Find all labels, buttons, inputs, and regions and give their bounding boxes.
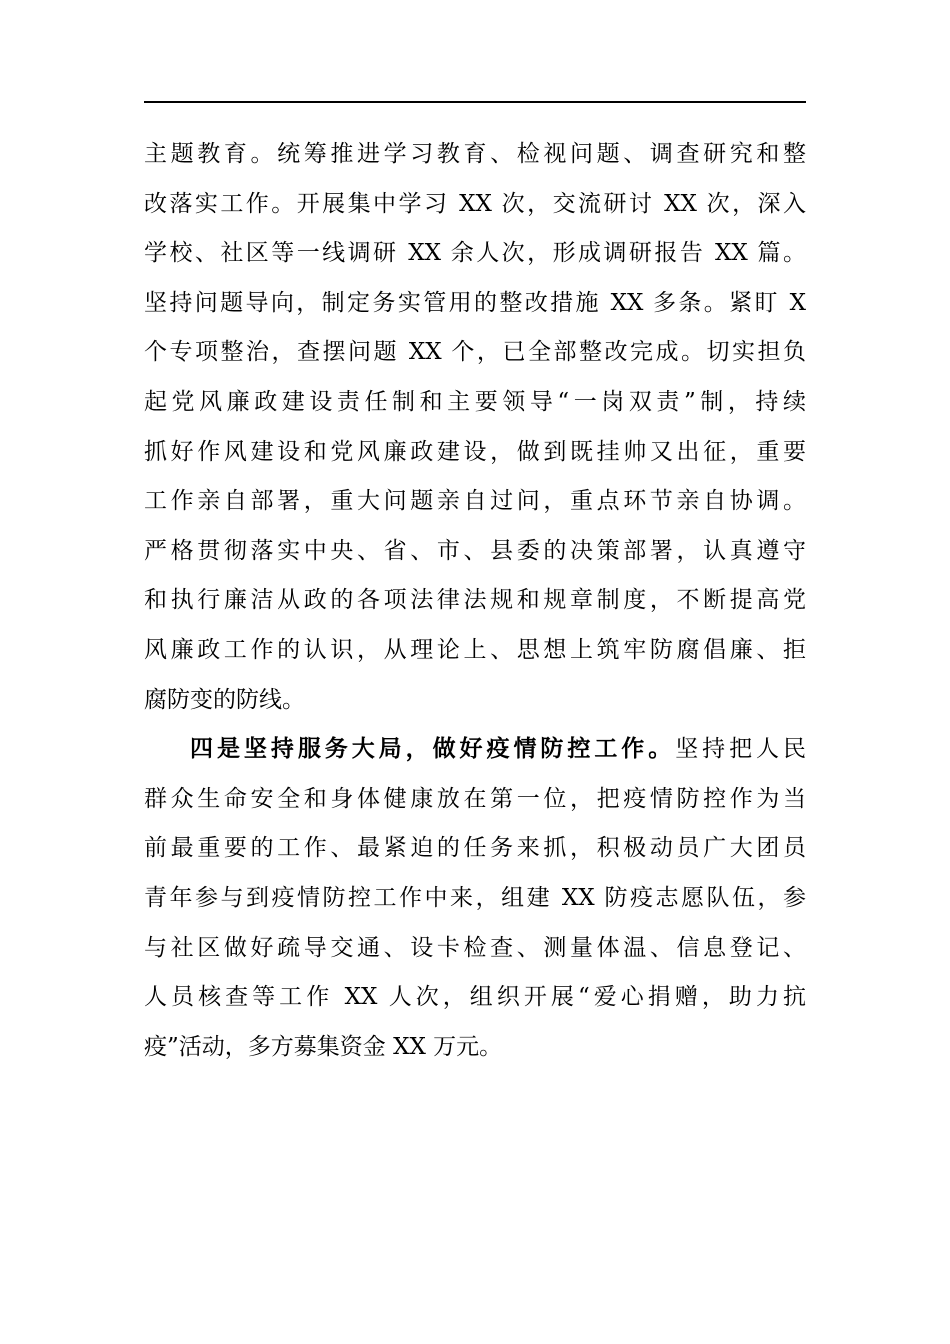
text-line: 工作亲自部署，重大问题亲自过问，重点环节亲自协调。 <box>144 488 806 515</box>
text-line: 和执行廉洁从政的各项法律法规和规章制度，不断提高党 <box>144 587 806 614</box>
text-line: 群众生命安全和身体健康放在第一位，把疫情防控作为当 <box>144 785 806 812</box>
text-line: 青年参与到疫情防控工作中来，组建 XX 防疫志愿队伍，参 <box>144 884 806 911</box>
text-line: 疫”活动，多方募集资金 XX 万元。 <box>144 1033 503 1060</box>
text-line: 改落实工作。开展集中学习 XX 次，交流研讨 XX 次，深入 <box>144 190 806 217</box>
section-heading: 四是坚持服务大局，做好疫情防控工作。 <box>190 736 676 763</box>
text-line: 个专项整治，查摆问题 XX 个，已全部整改完成。切实担负 <box>144 339 806 366</box>
text-line: 严格贯彻落实中央、省、市、县委的决策部署，认真遵守 <box>144 537 806 564</box>
text-run: 坚持把人民 <box>675 736 806 763</box>
text-line: 风廉政工作的认识，从理论上、思想上筑牢防腐倡廉、拒 <box>144 636 806 663</box>
paragraph-first-line <box>144 725 806 775</box>
text-line: 坚持问题导向，制定务实管用的整改措施 XX 多条。紧盯 X <box>144 289 806 316</box>
text-line: 人员核查等工作 XX 人次，组织开展“爱心捐赠，助力抗 <box>144 984 806 1011</box>
paragraph-2 <box>144 725 806 1072</box>
text-line: 腐防变的防线。 <box>144 686 305 713</box>
text-line: 起党风廉政建设责任制和主要领导“一岗双责”制，持续 <box>144 388 806 415</box>
paragraph-1 <box>144 130 806 725</box>
text-line: 学校、社区等一线调研 XX 余人次，形成调研报告 XX 篇。 <box>144 240 806 267</box>
text-line: 前最重要的工作、最紧迫的任务来抓，积极动员广大团员 <box>144 835 806 862</box>
text-line: 抓好作风建设和党风廉政建设，做到既挂帅又出征，重要 <box>144 438 806 465</box>
document-body <box>144 130 806 1072</box>
header-rule <box>144 101 806 103</box>
text-line: 与社区做好疏导交通、设卡检查、测量体温、信息登记、 <box>144 934 806 961</box>
text-line: 主题教育。统筹推进学习教育、检视问题、调查研究和整 <box>144 141 806 167</box>
